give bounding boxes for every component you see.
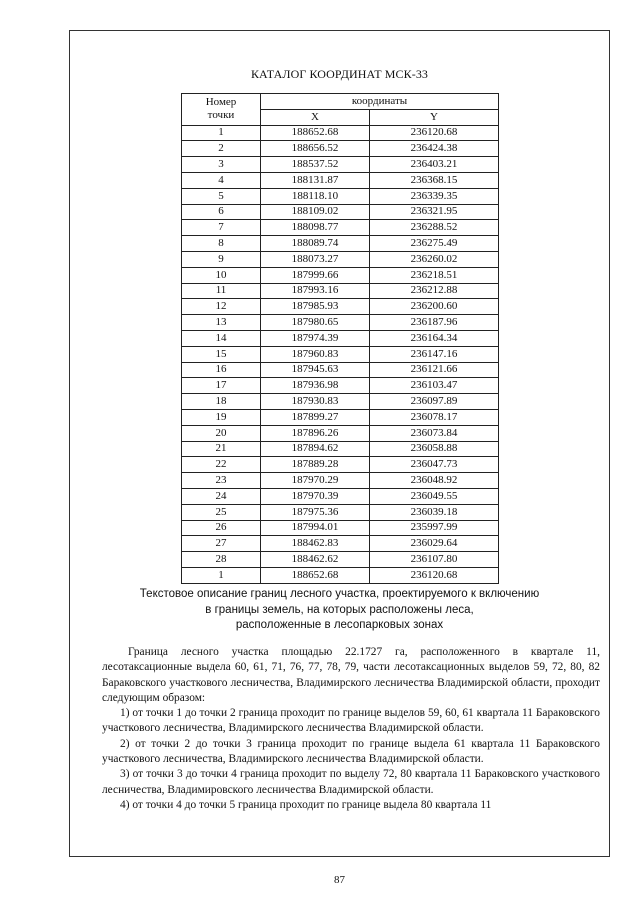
y-coordinate-cell: 236121.66: [370, 362, 499, 378]
description-intro: Граница лесного участка площадью 22.1727 га, расположенного в квартале 11, лесотаксационные выдела 60, 61, 71, 76, 77, 78, 79, части лесотаксационных выделов 59, 72, 80, 82 Бараковского участкового лесничества, Владимирского лесничества Владимирской области, проходит следующим образом:: [102, 646, 600, 704]
x-coordinate-cell: 188118.10: [261, 188, 370, 204]
x-coordinate-cell: 188652.68: [261, 125, 370, 141]
y-coordinate-cell: 236288.52: [370, 220, 499, 236]
x-coordinate-cell: 187899.27: [261, 409, 370, 425]
table-row: [182, 536, 499, 552]
x-coordinate-cell: 187960.83: [261, 346, 370, 362]
x-coordinate-cell: 188098.77: [261, 220, 370, 236]
table-row: [182, 236, 499, 252]
description-item: 4) от точки 4 до точки 5 граница проходит по границе выдела 80 квартала 11: [120, 798, 492, 811]
y-coordinate-cell: 236403.21: [370, 157, 499, 173]
x-coordinate-cell: 187974.39: [261, 330, 370, 346]
table-row: [182, 457, 499, 473]
y-coordinate-cell: 236147.16: [370, 346, 499, 362]
header-point-line1: Номер: [205, 96, 237, 109]
table-row: [182, 125, 499, 141]
point-number-cell: 1: [182, 125, 261, 141]
description-body: [102, 645, 600, 813]
point-number-cell: 21: [182, 441, 261, 457]
y-coordinate-cell: 236073.84: [370, 425, 499, 441]
point-number-cell: 28: [182, 552, 261, 568]
x-coordinate-cell: 187999.66: [261, 267, 370, 283]
y-coordinate-cell: 236029.64: [370, 536, 499, 552]
x-coordinate-cell: 187970.39: [261, 488, 370, 504]
x-coordinate-cell: 187936.98: [261, 378, 370, 394]
x-coordinate-cell: 187993.16: [261, 283, 370, 299]
y-coordinate-cell: 236187.96: [370, 315, 499, 331]
y-coordinate-cell: 236120.68: [370, 567, 499, 583]
header-x: X: [261, 109, 370, 125]
table-row: [182, 172, 499, 188]
y-coordinate-cell: 236049.55: [370, 488, 499, 504]
table-row: [182, 378, 499, 394]
x-coordinate-cell: 187975.36: [261, 504, 370, 520]
point-number-cell: 3: [182, 157, 261, 173]
table-row: [182, 520, 499, 536]
table-row: [182, 315, 499, 331]
description-item: 3) от точки 3 до точки 4 граница проходит по выделу 72, 80 квартала 11 Бараковского участкового лесничества, Владимировского лесничества Владимирской области.: [102, 768, 600, 796]
point-number-cell: 2: [182, 141, 261, 157]
table-row: [182, 267, 499, 283]
x-coordinate-cell: 187985.93: [261, 299, 370, 315]
y-coordinate-cell: 236103.47: [370, 378, 499, 394]
table-row: [182, 299, 499, 315]
y-coordinate-cell: 236107.80: [370, 552, 499, 568]
point-number-cell: 13: [182, 315, 261, 331]
x-coordinate-cell: 188073.27: [261, 251, 370, 267]
y-coordinate-cell: 236097.89: [370, 394, 499, 410]
point-number-cell: 12: [182, 299, 261, 315]
header-y: Y: [370, 109, 499, 125]
point-number-cell: 5: [182, 188, 261, 204]
table-row: [182, 441, 499, 457]
table-row: [182, 251, 499, 267]
y-coordinate-cell: 236275.49: [370, 236, 499, 252]
point-number-cell: 26: [182, 520, 261, 536]
y-coordinate-cell: 236078.17: [370, 409, 499, 425]
point-number-cell: 9: [182, 251, 261, 267]
x-coordinate-cell: 187896.26: [261, 425, 370, 441]
header-point-line2: точки: [207, 109, 235, 122]
table-row: [182, 473, 499, 489]
coordinates-table-body: [182, 125, 499, 583]
x-coordinate-cell: 188537.52: [261, 157, 370, 173]
x-coordinate-cell: 187945.63: [261, 362, 370, 378]
y-coordinate-cell: 236164.34: [370, 330, 499, 346]
point-number-cell: 18: [182, 394, 261, 410]
description-title-line2: в границы земель, на которых расположены леса,: [205, 603, 474, 616]
point-number-cell: 24: [182, 488, 261, 504]
y-coordinate-cell: 236339.35: [370, 188, 499, 204]
x-coordinate-cell: 188089.74: [261, 236, 370, 252]
point-number-cell: 11: [182, 283, 261, 299]
point-number-cell: 6: [182, 204, 261, 220]
point-number-cell: 7: [182, 220, 261, 236]
frame-bottom-rule: [69, 856, 610, 857]
description-title-line3: расположенные в лесопарковых зонах: [235, 619, 444, 631]
y-coordinate-cell: 236368.15: [370, 172, 499, 188]
point-number-cell: 22: [182, 457, 261, 473]
page-number: 87: [334, 874, 345, 886]
x-coordinate-cell: 188652.68: [261, 567, 370, 583]
table-row: [182, 346, 499, 362]
point-number-cell: 1: [182, 567, 261, 583]
table-row: [182, 204, 499, 220]
x-coordinate-cell: 187889.28: [261, 457, 370, 473]
point-number-cell: 25: [182, 504, 261, 520]
table-row: [182, 157, 499, 173]
table-row: [182, 141, 499, 157]
point-number-cell: 8: [182, 236, 261, 252]
point-number-cell: 20: [182, 425, 261, 441]
catalog-title: КАТАЛОГ КООРДИНАТ МСК-33: [250, 67, 429, 81]
table-row: [182, 504, 499, 520]
y-coordinate-cell: 235997.99: [370, 520, 499, 536]
x-coordinate-cell: 187970.29: [261, 473, 370, 489]
coordinates-table: [181, 93, 499, 584]
x-coordinate-cell: 188109.02: [261, 204, 370, 220]
y-coordinate-cell: 236260.02: [370, 251, 499, 267]
point-number-cell: 15: [182, 346, 261, 362]
description-item: 1) от точки 1 до точки 2 граница проходит по границе выделов 59, 60, 61 квартала 11 Бараковского участкового лесничества, Владимирского лесничества Владимирской области.: [102, 707, 600, 735]
x-coordinate-cell: 188656.52: [261, 141, 370, 157]
x-coordinate-cell: 187994.01: [261, 520, 370, 536]
y-coordinate-cell: 236039.18: [370, 504, 499, 520]
point-number-cell: 14: [182, 330, 261, 346]
table-row: [182, 425, 499, 441]
point-number-cell: 10: [182, 267, 261, 283]
point-number-cell: 19: [182, 409, 261, 425]
point-number-cell: 17: [182, 378, 261, 394]
y-coordinate-cell: 236058.88: [370, 441, 499, 457]
table-row: [182, 394, 499, 410]
y-coordinate-cell: 236048.92: [370, 473, 499, 489]
table-row: [182, 488, 499, 504]
header-point-number: [182, 94, 261, 126]
table-row: [182, 552, 499, 568]
x-coordinate-cell: 187930.83: [261, 394, 370, 410]
y-coordinate-cell: 236424.38: [370, 141, 499, 157]
x-coordinate-cell: 187980.65: [261, 315, 370, 331]
y-coordinate-cell: 236212.88: [370, 283, 499, 299]
point-number-cell: 27: [182, 536, 261, 552]
y-coordinate-cell: 236120.68: [370, 125, 499, 141]
description-title-line1: Текстовое описание границ лесного участка, проектируемого к включению: [139, 588, 540, 600]
table-row: [182, 362, 499, 378]
table-row: [182, 567, 499, 583]
y-coordinate-cell: 236218.51: [370, 267, 499, 283]
table-row: [182, 409, 499, 425]
x-coordinate-cell: 188131.87: [261, 172, 370, 188]
x-coordinate-cell: 187894.62: [261, 441, 370, 457]
y-coordinate-cell: 236200.60: [370, 299, 499, 315]
table-row: [182, 330, 499, 346]
y-coordinate-cell: 236047.73: [370, 457, 499, 473]
table-row: [182, 188, 499, 204]
header-coords: координаты: [261, 94, 499, 110]
description-item: 2) от точки 2 до точки 3 граница проходит по границе выдела 61 квартала 11 Бараковского участкового лесничества, Владимирского лесничества Владимирской области.: [102, 737, 600, 766]
point-number-cell: 4: [182, 172, 261, 188]
table-row: [182, 220, 499, 236]
x-coordinate-cell: 188462.62: [261, 552, 370, 568]
description-title: [69, 587, 610, 634]
point-number-cell: 23: [182, 473, 261, 489]
table-row: [182, 283, 499, 299]
point-number-cell: 16: [182, 362, 261, 378]
y-coordinate-cell: 236321.95: [370, 204, 499, 220]
x-coordinate-cell: 188462.83: [261, 536, 370, 552]
